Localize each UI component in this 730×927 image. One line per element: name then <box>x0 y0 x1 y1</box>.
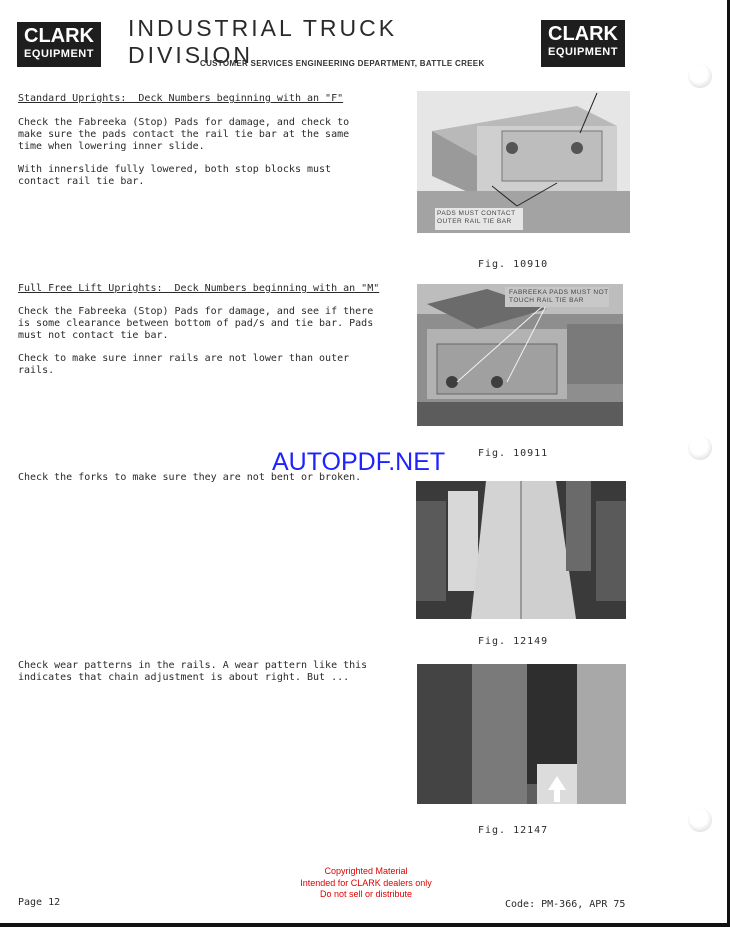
fabreeka-pads-photo <box>417 284 623 426</box>
rail-wear-pattern-photo <box>417 664 626 804</box>
paragraph: Check the Fabreeka (Stop) Pads for damage, and check to make sure the pads contact the rail tie bar at the same time when lowering inner slide. <box>18 117 350 152</box>
watermark: AUTOPDF.NET <box>272 448 446 476</box>
clark-logo-right <box>541 20 625 67</box>
callout-label <box>437 210 516 226</box>
division-title: INDUSTRIAL TRUCK DIVISION <box>128 15 398 68</box>
copyright-line: Intended for CLARK dealers only <box>300 877 432 888</box>
forks-photo <box>416 481 626 619</box>
clark-logo-left <box>17 22 101 67</box>
department-line: CUSTOMER SERVICES ENGINEERING DEPARTMENT, BATTLE CREEK <box>200 59 485 68</box>
figure-photo-10910 <box>417 91 630 233</box>
paragraph: Check the Fabreeka (Stop) Pads for damage, and see if there is some clearance between bottom of pad/s and tie bar. Pads must not contact tie bar. <box>18 306 374 341</box>
figure-photo-10911 <box>417 284 623 426</box>
paragraph: Check wear patterns in the rails. A wear pattern like this indicates that chain adjustment is about right. But ... <box>18 660 368 683</box>
copyright-line: Do not sell or distribute <box>319 889 413 899</box>
copyright-notice <box>266 866 466 901</box>
logo-left-line1: CLARK <box>24 25 94 47</box>
figure-photo-12147 <box>417 664 626 804</box>
document-code: Code: PM-366, APR 75 <box>505 899 626 910</box>
section-heading-standard-uprights: Standard Uprights: Deck Numbers beginning with an "F" <box>18 93 344 104</box>
binder-hole <box>688 808 712 832</box>
figure-photo-12149 <box>416 481 626 619</box>
binder-hole <box>688 64 712 88</box>
paragraph: With innerslide fully lowered, both stop blocks must contact rail tie bar. <box>18 164 332 187</box>
page-edge <box>0 923 730 927</box>
paragraph: Check to make sure inner rails are not lower than outer rails. <box>18 353 350 376</box>
page-number: Page 12 <box>18 897 61 908</box>
section-heading-full-free-lift: Full Free Lift Uprights: Deck Numbers beginning with an "M" <box>18 283 380 294</box>
figure-caption: Fig. 12149 <box>478 636 549 647</box>
callout-line: FABREEKA PADS MUST NOT <box>509 289 609 296</box>
figure-caption: Fig. 10911 <box>478 448 549 459</box>
figure-caption: Fig. 10910 <box>478 259 549 270</box>
paragraph: Check the forks to make sure they are not bent or broken. <box>18 472 362 483</box>
callout-line: PADS MUST CONTACT <box>437 210 516 217</box>
copyright-line: Copyrighted Material <box>324 866 408 876</box>
figure-caption: Fig. 12147 <box>478 825 549 836</box>
binder-hole <box>688 436 712 460</box>
callout-label <box>509 289 609 305</box>
callout-line: TOUCH RAIL TIE BAR <box>509 297 584 304</box>
callout-line: OUTER RAIL TIE BAR <box>437 218 512 225</box>
logo-right-line2: EQUIPMENT <box>548 46 618 58</box>
logo-right-line1: CLARK <box>548 23 618 45</box>
logo-left-line2: EQUIPMENT <box>24 48 94 60</box>
